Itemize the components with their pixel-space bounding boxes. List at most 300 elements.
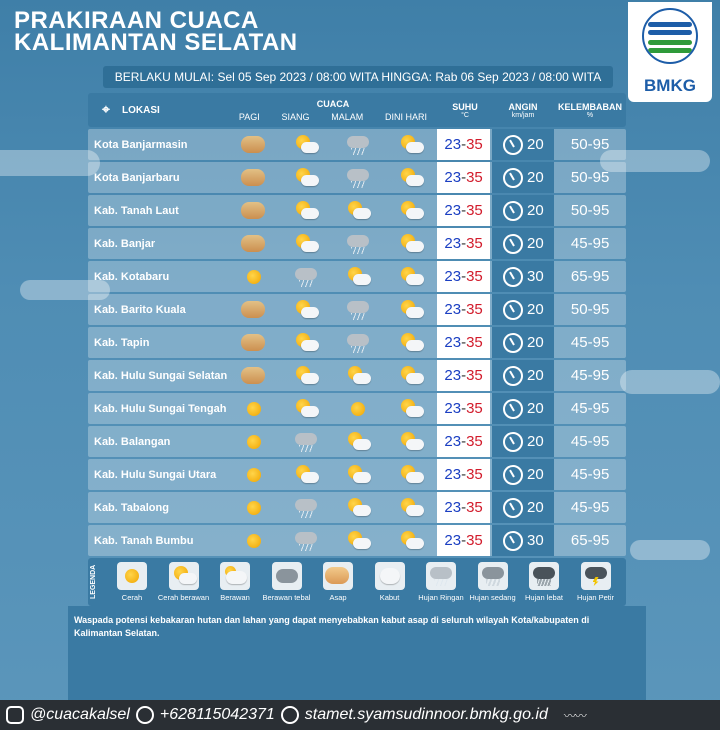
temp-max: 35 [466, 532, 483, 549]
header-kelembaban [554, 93, 626, 127]
table-row [88, 327, 626, 358]
table-body [88, 129, 626, 556]
legend-item [158, 562, 210, 602]
whatsapp-number[interactable]: +628115042371 [159, 706, 275, 723]
header-suhu [438, 93, 492, 127]
cerah-berawan-icon [398, 531, 424, 551]
legend-icon-box [117, 562, 147, 590]
humidity-value: 50-95 [570, 301, 610, 318]
temperature-cell [437, 195, 491, 226]
location-name: Kab. Hulu Sungai Selatan [94, 369, 228, 382]
legend-label: Cerah berawan [157, 593, 210, 602]
temp-max: 35 [466, 136, 483, 153]
hujan-ringan-icon [293, 498, 319, 518]
weather-cell [228, 300, 280, 320]
wind-speed: 20 [527, 400, 544, 417]
weather-cell [332, 366, 384, 386]
header-lokasi [88, 93, 228, 127]
temperature-cell [437, 327, 491, 358]
table-row [88, 492, 626, 523]
temp-max: 35 [466, 499, 483, 516]
compass-icon [503, 300, 523, 320]
weather-cell [280, 465, 332, 485]
temp-max: 35 [466, 367, 483, 384]
header-lokasi-label: LOKASI [122, 104, 160, 116]
weather-cell [384, 333, 436, 353]
temp-min: 23 [444, 202, 462, 219]
temp-max: 35 [466, 433, 483, 450]
humidity-value: 50-95 [570, 136, 610, 153]
cerah-berawan-icon [398, 201, 424, 221]
cerah-berawan-icon [293, 135, 319, 155]
weather-cell [332, 333, 384, 353]
forecast-table [88, 93, 626, 556]
legend-icon-box [323, 562, 353, 590]
location-name: Kab. Banjar [94, 237, 156, 250]
header-pagi: PAGI [238, 111, 260, 122]
compass-icon [503, 498, 523, 518]
wind-cell [492, 426, 554, 457]
temperature-cell [437, 492, 491, 523]
wind-speed: 20 [527, 202, 544, 219]
kabut-icon [377, 566, 403, 586]
cerah-icon [241, 267, 267, 287]
cerah-berawan-icon [398, 498, 424, 518]
wind-cell [492, 393, 554, 424]
website-link[interactable]: stamet.syamsudinnoor.bmkg.go.id [304, 706, 548, 723]
legend-label: Cerah [121, 593, 143, 602]
weather-cell [228, 333, 280, 353]
instagram-handle[interactable]: @cuacakalsel [30, 706, 130, 723]
hujan-sedang-icon [480, 566, 506, 586]
cerah-berawan-icon [345, 432, 371, 452]
legend-icon-box [375, 562, 405, 590]
temp-separator: - [461, 400, 467, 417]
temp-separator: - [461, 136, 467, 153]
legend-item [518, 562, 570, 602]
weather-cell [384, 267, 436, 287]
weather-cell [384, 201, 436, 221]
legend-item [312, 562, 364, 602]
weather-cell [332, 465, 384, 485]
header-angin-unit: km/jam [511, 111, 535, 119]
wind-cell [492, 294, 554, 325]
table-row [88, 129, 626, 160]
compass-icon [503, 399, 523, 419]
cerah-berawan-icon [398, 465, 424, 485]
temp-min: 23 [444, 301, 462, 318]
temp-max: 35 [466, 301, 483, 318]
hujan-ringan-icon [345, 168, 371, 188]
background-cloud [0, 150, 100, 176]
legend-label: Kabut [379, 593, 400, 602]
compass-icon [503, 168, 523, 188]
weather-cell [384, 465, 436, 485]
legend-label: Berawan tebal [262, 593, 311, 602]
weather-cell [384, 300, 436, 320]
cerah-berawan-icon [345, 366, 371, 386]
bmkg-logo [628, 2, 712, 102]
wind-speed: 20 [527, 169, 544, 186]
header-time-periods [228, 112, 438, 122]
cerah-berawan-icon [345, 465, 371, 485]
weather-cell [384, 168, 436, 188]
temp-max: 35 [466, 235, 483, 252]
validity-bar: BERLAKU MULAI: Sel 05 Sep 2023 / 08:00 WITA HINGGA: Rab 06 Sep 2023 / 08:00 WITA [103, 66, 613, 88]
cerah-berawan-icon [398, 399, 424, 419]
weather-cell [384, 399, 436, 419]
humidity-value: 65-95 [570, 268, 610, 285]
table-row [88, 162, 626, 193]
wind-cell [492, 525, 554, 556]
hujan-ringan-icon [345, 234, 371, 254]
weather-cell [228, 201, 280, 221]
humidity-value: 45-95 [570, 499, 610, 516]
temp-separator: - [461, 268, 467, 285]
weather-cell [332, 201, 384, 221]
humidity-value: 65-95 [570, 532, 610, 549]
wind-speed: 20 [527, 466, 544, 483]
legend-item [467, 562, 519, 602]
temp-separator: - [461, 301, 467, 318]
humidity-value: 45-95 [570, 400, 610, 417]
cerah-berawan-icon [293, 333, 319, 353]
header-cuaca [228, 93, 438, 127]
temp-min: 23 [444, 268, 462, 285]
weather-cell [384, 234, 436, 254]
weather-cell [384, 498, 436, 518]
cerah-berawan-icon [398, 168, 424, 188]
cerah-icon [241, 432, 267, 452]
legend-icon-box [220, 562, 250, 590]
legend-tag: LEGENDA [90, 564, 97, 600]
temp-separator: - [461, 433, 467, 450]
humidity-value: 45-95 [570, 433, 610, 450]
cerah-berawan-icon [398, 267, 424, 287]
compass-icon [503, 531, 523, 551]
hujan-petir-icon [583, 566, 609, 586]
wind-speed: 20 [527, 499, 544, 516]
wind-speed: 20 [527, 433, 544, 450]
wind-speed: 30 [527, 532, 544, 549]
legend-icon-box [529, 562, 559, 590]
weather-cell [332, 432, 384, 452]
cerah-berawan-icon [398, 333, 424, 353]
weather-cell [384, 531, 436, 551]
weather-cell [332, 531, 384, 551]
wind-speed: 20 [527, 301, 544, 318]
legend [88, 558, 626, 606]
temp-max: 35 [466, 466, 483, 483]
hujan-ringan-icon [345, 135, 371, 155]
temp-min: 23 [444, 334, 462, 351]
temp-separator: - [461, 499, 467, 516]
legend-item [209, 562, 261, 602]
wind-cell [492, 162, 554, 193]
weather-cell [280, 498, 332, 518]
logo-text: BMKG [644, 76, 696, 95]
cerah-berawan-icon [398, 135, 424, 155]
legend-label: Hujan lebat [525, 593, 563, 602]
location-name: Kab. Hulu Sungai Utara [94, 468, 217, 481]
location-name: Kota Banjarmasin [94, 138, 188, 151]
header-kelembaban-label: KELEMBABAN [558, 101, 622, 112]
header-suhu-label: SUHU [452, 101, 478, 112]
location-name: Kota Banjarbaru [94, 171, 180, 184]
header-angin-label: ANGIN [508, 101, 538, 112]
asap-icon [241, 300, 267, 320]
cerah-berawan-icon [293, 366, 319, 386]
weather-cell [228, 366, 280, 386]
weather-cell [332, 399, 384, 419]
asap-icon [241, 201, 267, 221]
cerah-berawan-icon [398, 300, 424, 320]
warning-note: Waspada potensi kebakaran hutan dan lahan yang dapat menyebabkan kabut asap di seluruh wilayah Kota/kabupaten di Kalimantan Selatan. [68, 606, 646, 700]
header-kelembaban-unit: % [586, 111, 594, 119]
footer [0, 700, 720, 730]
cerah-berawan-icon [398, 366, 424, 386]
table-header [88, 93, 626, 127]
cerah-icon [345, 399, 371, 419]
berawan-icon [222, 566, 248, 586]
location-name: Kab. Tanah Bumbu [94, 534, 194, 547]
cerah-icon [241, 399, 267, 419]
cerah-icon [241, 465, 267, 485]
table-row [88, 393, 626, 424]
legend-icon-box [478, 562, 508, 590]
temp-separator: - [461, 169, 467, 186]
cerah-berawan-icon [398, 432, 424, 452]
wind-cell [492, 327, 554, 358]
temperature-cell [437, 228, 491, 259]
temperature-cell [437, 426, 491, 457]
weather-cell [280, 432, 332, 452]
weather-cell [228, 168, 280, 188]
cerah-berawan-icon [345, 498, 371, 518]
weather-cell [228, 432, 280, 452]
compass-icon [503, 135, 523, 155]
legend-label: Asap [329, 593, 347, 602]
table-row [88, 294, 626, 325]
legend-label: Hujan Petir [576, 593, 615, 602]
wind-cell [492, 228, 554, 259]
location-name: Kab. Tabalong [94, 501, 169, 514]
weather-cell [280, 531, 332, 551]
weather-cell [332, 135, 384, 155]
temp-separator: - [461, 334, 467, 351]
temp-separator: - [461, 235, 467, 252]
location-name: Kab. Hulu Sungai Tengah [94, 402, 227, 415]
weather-cell [384, 135, 436, 155]
cerah-berawan-icon [293, 465, 319, 485]
weather-cell [280, 267, 332, 287]
legend-item [364, 562, 416, 602]
table-row [88, 228, 626, 259]
temp-separator: - [461, 367, 467, 384]
temp-min: 23 [444, 169, 462, 186]
legend-label: Hujan sedang [469, 593, 516, 602]
temperature-cell [437, 162, 491, 193]
temperature-cell [437, 525, 491, 556]
wind-cell [492, 261, 554, 292]
hujan-lebat-icon [531, 566, 557, 586]
cerah-berawan-icon [345, 531, 371, 551]
instagram-icon [6, 706, 24, 724]
wind-speed: 20 [527, 334, 544, 351]
legend-icon-box [426, 562, 456, 590]
temp-max: 35 [466, 202, 483, 219]
temp-min: 23 [444, 235, 462, 252]
weather-cell [228, 399, 280, 419]
humidity-value: 45-95 [570, 334, 610, 351]
header-siang: SIANG [281, 111, 310, 122]
hujan-ringan-icon [428, 566, 454, 586]
compass-icon [503, 432, 523, 452]
compass-icon [503, 201, 523, 221]
weather-cell [280, 168, 332, 188]
hujan-ringan-icon [345, 333, 371, 353]
location-name: Kab. Balangan [94, 435, 171, 448]
table-row [88, 459, 626, 490]
weather-cell [280, 399, 332, 419]
location-name: Kab. Tapin [94, 336, 150, 349]
table-row [88, 525, 626, 556]
weather-cell [228, 498, 280, 518]
temp-separator: - [461, 202, 467, 219]
wind-cell [492, 459, 554, 490]
table-row [88, 195, 626, 226]
temp-max: 35 [466, 268, 483, 285]
compass-icon [503, 333, 523, 353]
background-cloud [630, 540, 710, 560]
location-pin-icon: ⌖ [102, 101, 110, 117]
location-name: Kab. Kotabaru [94, 270, 170, 283]
weather-cell [228, 267, 280, 287]
wind-speed: 20 [527, 235, 544, 252]
weather-cell [332, 168, 384, 188]
berawan-tebal-icon [274, 566, 300, 586]
background-cloud [620, 370, 720, 394]
cerah-icon [241, 531, 267, 551]
cerah-icon [119, 566, 145, 586]
header-suhu-unit: °C [461, 111, 469, 119]
temp-min: 23 [444, 433, 462, 450]
asap-icon [241, 366, 267, 386]
compass-icon [503, 465, 523, 485]
legend-label: Berawan [220, 593, 250, 602]
legend-item [570, 562, 622, 602]
compass-icon [503, 267, 523, 287]
temperature-cell [437, 294, 491, 325]
asap-icon [241, 168, 267, 188]
legend-icon-box [272, 562, 302, 590]
humidity-value: 50-95 [570, 202, 610, 219]
header-cuaca-label: CUACA [316, 98, 350, 109]
compass-icon [503, 366, 523, 386]
weather-cell [332, 300, 384, 320]
temp-max: 35 [466, 400, 483, 417]
weather-cell [280, 201, 332, 221]
legend-icon-box [169, 562, 199, 590]
signature-mark: 〰〰 [563, 708, 586, 723]
temp-min: 23 [444, 499, 462, 516]
cerah-berawan-icon [293, 201, 319, 221]
cerah-berawan-icon [345, 267, 371, 287]
weather-cell [384, 366, 436, 386]
weather-cell [280, 366, 332, 386]
weather-cell [280, 300, 332, 320]
globe-icon [281, 706, 299, 724]
wind-cell [492, 360, 554, 391]
header-dini-hari: DINI HARI [385, 111, 428, 122]
weather-cell [332, 498, 384, 518]
table-row [88, 360, 626, 391]
hujan-ringan-icon [293, 531, 319, 551]
whatsapp-icon [136, 706, 154, 724]
bmkg-emblem-icon [642, 8, 698, 64]
page-title [14, 7, 298, 56]
weather-cell [280, 333, 332, 353]
header-malam: MALAM [331, 111, 364, 122]
legend-item [106, 562, 158, 602]
legend-icon-box [581, 562, 611, 590]
cerah-berawan-icon [345, 201, 371, 221]
temp-min: 23 [444, 466, 462, 483]
temp-min: 23 [444, 136, 462, 153]
table-row [88, 426, 626, 457]
location-name: Kab. Tanah Laut [94, 204, 179, 217]
asap-icon [241, 135, 267, 155]
header-angin [492, 93, 554, 127]
legend-label: Hujan Ringan [418, 593, 464, 602]
compass-icon [503, 234, 523, 254]
table-row [88, 261, 626, 292]
cerah-berawan-icon [293, 300, 319, 320]
humidity-value: 45-95 [570, 367, 610, 384]
humidity-value: 45-95 [570, 235, 610, 252]
location-name: Kab. Barito Kuala [94, 303, 186, 316]
asap-icon [241, 333, 267, 353]
weather-cell [332, 234, 384, 254]
wind-speed: 20 [527, 367, 544, 384]
hujan-ringan-icon [345, 300, 371, 320]
wind-speed: 20 [527, 136, 544, 153]
temperature-cell [437, 393, 491, 424]
wind-cell [492, 129, 554, 160]
weather-cell [280, 135, 332, 155]
temp-max: 35 [466, 169, 483, 186]
cerah-icon [241, 498, 267, 518]
temperature-cell [437, 261, 491, 292]
hujan-ringan-icon [293, 267, 319, 287]
temperature-cell [437, 459, 491, 490]
weather-cell [228, 135, 280, 155]
humidity-value: 50-95 [570, 169, 610, 186]
title-line-1: PRAKIRAAN CUACA [14, 7, 259, 34]
cerah-berawan-icon [293, 168, 319, 188]
legend-item [415, 562, 467, 602]
cerah-berawan-icon [293, 234, 319, 254]
temperature-cell [437, 129, 491, 160]
hujan-ringan-icon [293, 432, 319, 452]
wind-cell [492, 492, 554, 523]
cerah-berawan-icon [293, 399, 319, 419]
asap-icon [325, 566, 351, 586]
temperature-cell [437, 360, 491, 391]
title-line-2: KALIMANTAN SELATAN [14, 29, 298, 56]
asap-icon [241, 234, 267, 254]
weather-cell [384, 432, 436, 452]
